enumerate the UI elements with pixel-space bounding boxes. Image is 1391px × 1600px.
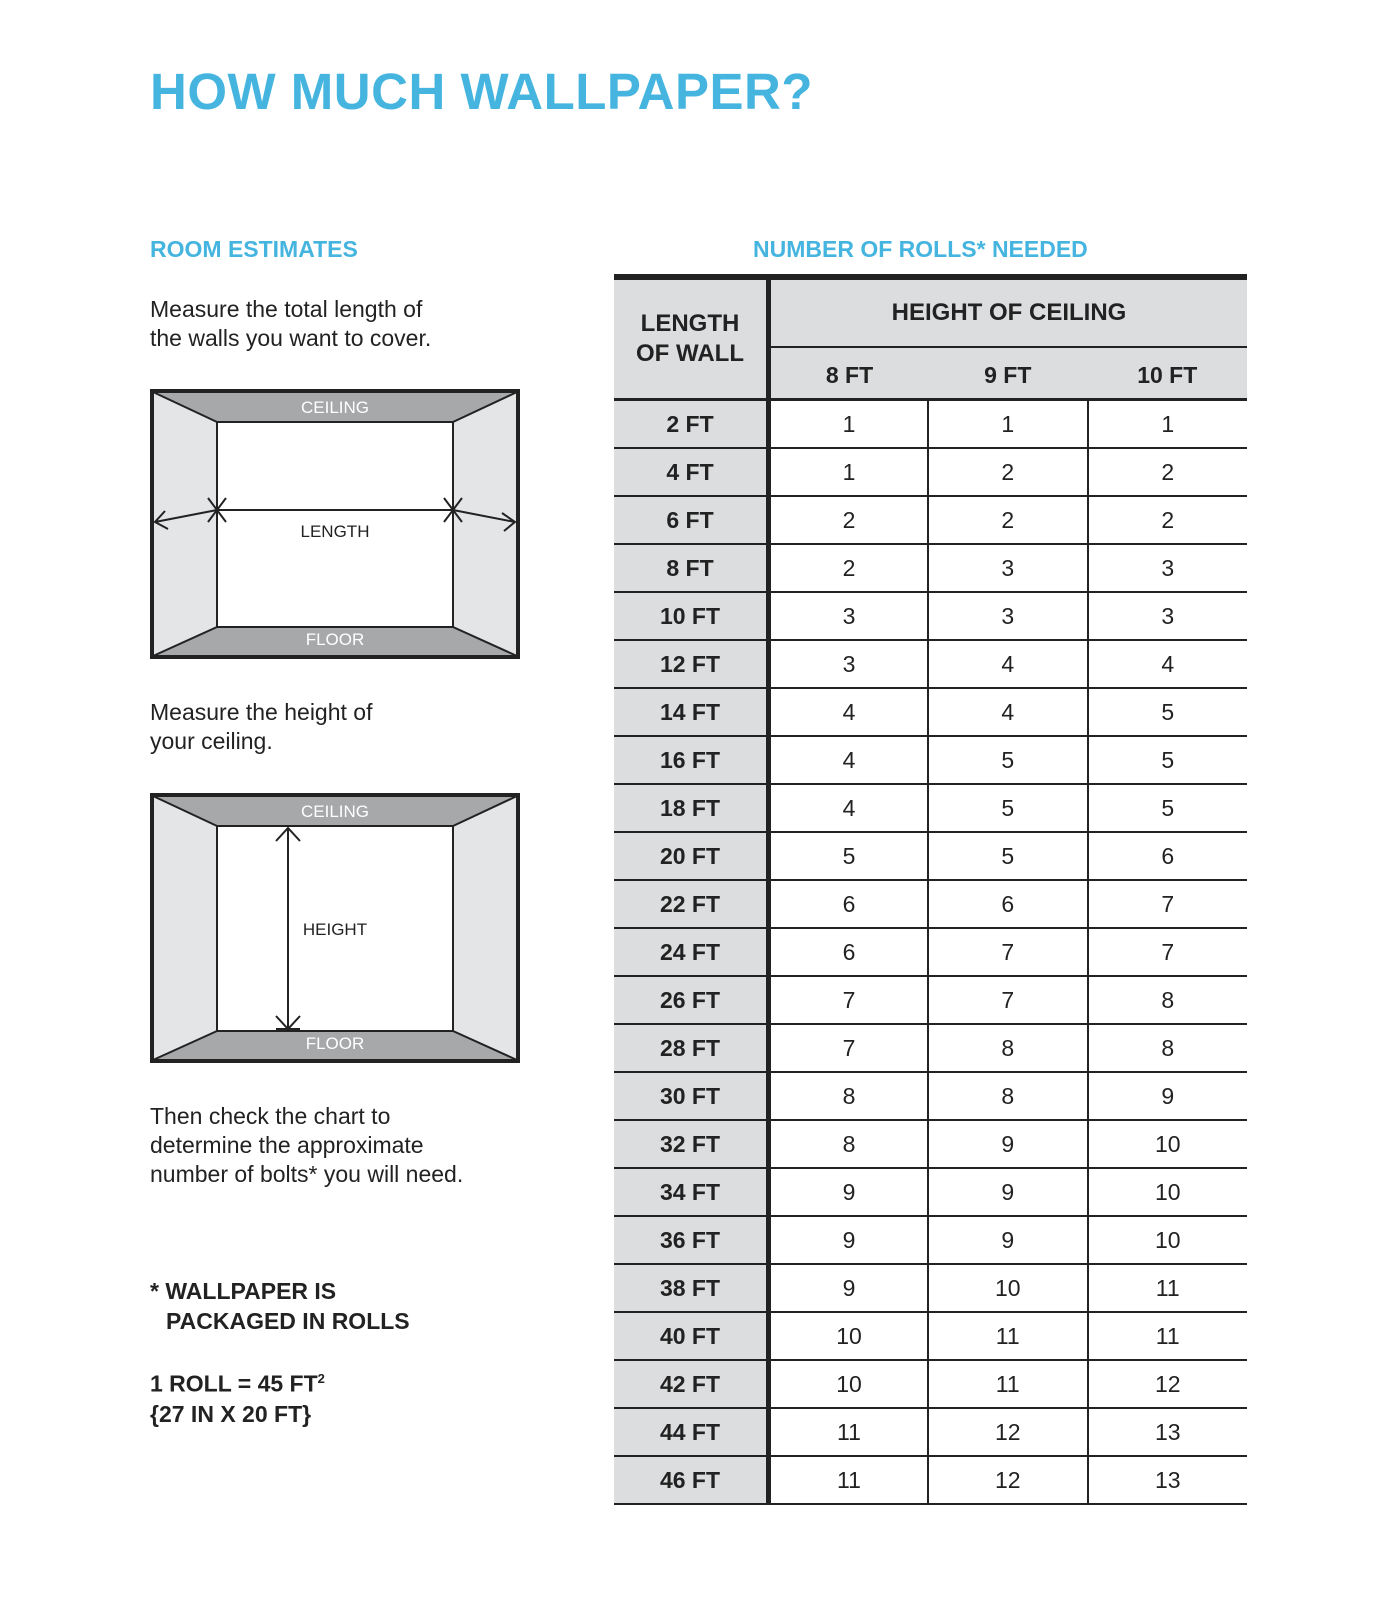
rolls-cell: 2 [928,448,1088,496]
rolls-cell: 2 [1088,448,1248,496]
rolls-cell: 12 [928,1456,1088,1504]
row-length-label: 26 FT [614,976,769,1024]
row-length-label: 14 FT [614,688,769,736]
table-row [614,400,1247,449]
rolls-cell: 3 [928,592,1088,640]
table-row [614,1456,1247,1504]
rolls-cell: 11 [1088,1312,1248,1360]
instruction-chart-line1: Then check the chart to [150,1103,391,1129]
row-length-label: 2 FT [614,400,769,449]
roll-size-dimensions: {27 IN X 20 FT} [150,1400,312,1427]
rolls-cell: 6 [769,928,929,976]
rolls-cell: 12 [928,1408,1088,1456]
row-length-label: 28 FT [614,1024,769,1072]
roll-size-superscript: 2 [317,1371,325,1386]
row-length-label: 18 FT [614,784,769,832]
rolls-cell: 2 [769,544,929,592]
row-length-label: 46 FT [614,1456,769,1504]
row-length-label: 34 FT [614,1168,769,1216]
length-of-wall-header [614,277,769,400]
rolls-cell: 7 [928,928,1088,976]
row-length-label: 20 FT [614,832,769,880]
rolls-cell: 11 [769,1408,929,1456]
row-length-label: 32 FT [614,1120,769,1168]
column-header-10ft: 10 FT [1088,347,1248,400]
length-of-wall-header-line1: LENGTH [640,310,740,337]
column-header-9ft: 9 FT [928,347,1088,400]
rolls-cell: 9 [1088,1072,1248,1120]
row-length-label: 8 FT [614,544,769,592]
table-row [614,1120,1247,1168]
rolls-cell: 9 [928,1216,1088,1264]
rolls-cell: 4 [928,688,1088,736]
rolls-cell: 10 [928,1264,1088,1312]
table-row [614,880,1247,928]
rolls-cell: 8 [1088,976,1248,1024]
packaging-footnote [150,1276,410,1336]
length-diagram [150,389,520,664]
instruction-chart [150,1102,463,1189]
row-length-label: 16 FT [614,736,769,784]
rolls-cell: 12 [1088,1360,1248,1408]
rolls-cell: 3 [769,592,929,640]
rolls-table-heading: NUMBER OF ROLLS* NEEDED [753,236,1088,262]
table-row [614,832,1247,880]
rolls-cell: 8 [769,1120,929,1168]
instruction-length [150,295,431,353]
table-row [614,1408,1247,1456]
rolls-cell: 2 [769,496,929,544]
rolls-cell: 3 [928,544,1088,592]
rolls-cell: 4 [928,640,1088,688]
rolls-cell: 3 [1088,592,1248,640]
rolls-cell: 11 [928,1360,1088,1408]
row-length-label: 10 FT [614,592,769,640]
row-length-label: 40 FT [614,1312,769,1360]
row-length-label: 44 FT [614,1408,769,1456]
rolls-cell: 9 [928,1168,1088,1216]
rolls-cell: 7 [769,1024,929,1072]
length-of-wall-header-line2: OF WALL [636,340,744,367]
table-row [614,1264,1247,1312]
table-row [614,448,1247,496]
rolls-cell: 9 [769,1216,929,1264]
room-estimates-heading: ROOM ESTIMATES [150,236,358,262]
rolls-table [614,274,1247,1505]
length-diagram-measure-label: LENGTH [300,522,370,541]
rolls-cell: 7 [1088,928,1248,976]
instruction-height-line1: Measure the height of [150,699,373,725]
length-diagram-ceiling-label: CEILING [300,398,370,417]
rolls-cell: 4 [1088,640,1248,688]
rolls-cell: 13 [1088,1408,1248,1456]
table-row [614,736,1247,784]
rolls-cell: 7 [769,976,929,1024]
page-title: HOW MUCH WALLPAPER? [150,63,813,120]
rolls-cell: 8 [928,1072,1088,1120]
packaging-footnote-line2: PACKAGED IN ROLLS [166,1308,410,1334]
instruction-chart-line3: number of bolts* you will need. [150,1161,464,1187]
table-row [614,1072,1247,1120]
table-row [614,1024,1247,1072]
instruction-height [150,698,372,756]
rolls-cell: 11 [769,1456,929,1504]
height-diagram-measure-label: HEIGHT [302,920,368,939]
packaging-footnote-line1: * WALLPAPER IS [150,1278,337,1304]
rolls-cell: 3 [1088,544,1248,592]
rolls-cell: 4 [769,784,929,832]
rolls-cell: 8 [928,1024,1088,1072]
instruction-height-line2: your ceiling. [150,728,273,754]
table-row [614,688,1247,736]
rolls-cell: 7 [1088,880,1248,928]
table-row [614,496,1247,544]
rolls-cell: 1 [769,400,929,449]
rolls-cell: 2 [928,496,1088,544]
rolls-cell: 9 [769,1168,929,1216]
rolls-cell: 5 [769,832,929,880]
table-row [614,784,1247,832]
rolls-cell: 13 [1088,1456,1248,1504]
table-row [614,1312,1247,1360]
rolls-cell: 11 [1088,1264,1248,1312]
row-length-label: 4 FT [614,448,769,496]
height-diagram-ceiling-label: CEILING [300,802,370,821]
rolls-cell: 3 [769,640,929,688]
row-length-label: 42 FT [614,1360,769,1408]
rolls-cell: 4 [769,688,929,736]
rolls-cell: 1 [769,448,929,496]
height-diagram [150,793,520,1068]
row-length-label: 38 FT [614,1264,769,1312]
table-row [614,976,1247,1024]
rolls-cell: 8 [1088,1024,1248,1072]
table-row [614,1216,1247,1264]
rolls-cell: 5 [928,784,1088,832]
rolls-cell: 11 [928,1312,1088,1360]
column-header-8ft: 8 FT [769,347,929,400]
roll-size-prefix: 1 ROLL = 45 FT [150,1370,318,1397]
length-diagram-floor-label: FLOOR [305,630,365,649]
instruction-chart-line2: determine the approximate [150,1132,424,1158]
table-row [614,592,1247,640]
table-row [614,928,1247,976]
rolls-cell: 5 [1088,688,1248,736]
rolls-cell: 9 [928,1120,1088,1168]
rolls-cell: 5 [928,736,1088,784]
table-row [614,544,1247,592]
rolls-cell: 8 [769,1072,929,1120]
rolls-cell: 5 [1088,736,1248,784]
rolls-cell: 10 [1088,1216,1248,1264]
row-length-label: 24 FT [614,928,769,976]
rolls-cell: 4 [769,736,929,784]
row-length-label: 22 FT [614,880,769,928]
rolls-cell: 10 [769,1312,929,1360]
instruction-length-line1: Measure the total length of [150,296,423,322]
row-length-label: 36 FT [614,1216,769,1264]
rolls-cell: 10 [1088,1120,1248,1168]
row-length-label: 6 FT [614,496,769,544]
row-length-label: 30 FT [614,1072,769,1120]
instruction-length-line2: the walls you want to cover. [150,325,432,351]
rolls-cell: 6 [928,880,1088,928]
table-row [614,1360,1247,1408]
rolls-cell: 5 [928,832,1088,880]
table-row [614,1168,1247,1216]
height-diagram-floor-label: FLOOR [305,1034,365,1053]
rolls-cell: 6 [1088,832,1248,880]
table-row [614,640,1247,688]
row-length-label: 12 FT [614,640,769,688]
rolls-cell: 7 [928,976,1088,1024]
height-of-ceiling-header: HEIGHT OF CEILING [769,277,1248,347]
rolls-cell: 10 [1088,1168,1248,1216]
rolls-cell: 10 [769,1360,929,1408]
rolls-cell: 1 [1088,400,1248,449]
rolls-cell: 6 [769,880,929,928]
rolls-table-body [614,400,1247,1505]
rolls-cell: 1 [928,400,1088,449]
rolls-cell: 9 [769,1264,929,1312]
rolls-cell: 2 [1088,496,1248,544]
rolls-cell: 5 [1088,784,1248,832]
roll-size-note [150,1364,325,1429]
